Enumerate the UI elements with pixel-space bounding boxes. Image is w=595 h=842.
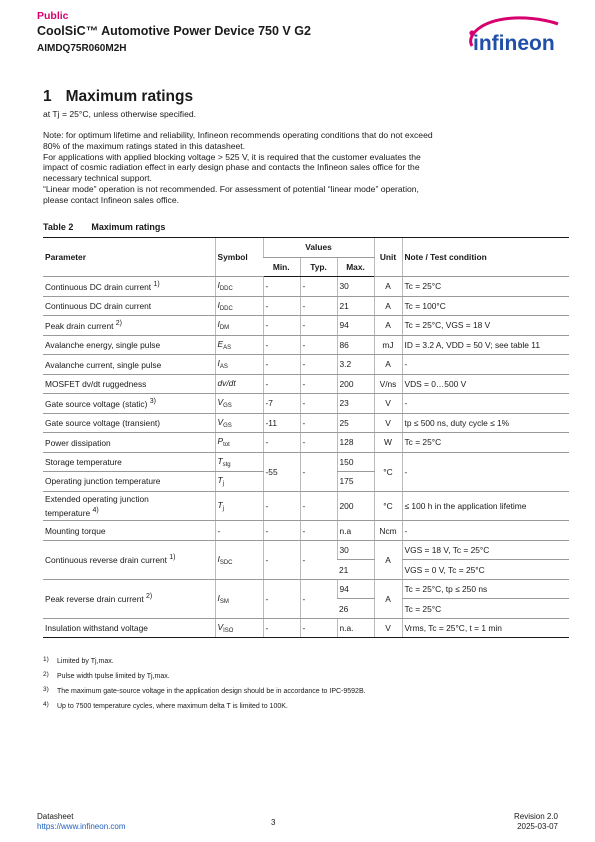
symbol-cell: $I_{DDC}$ [215,296,263,316]
min-cell: - [263,374,300,394]
unit-cell: V [374,413,402,433]
symbol-cell: $T_j$ [215,491,263,521]
max-cell: 21 [337,560,374,580]
note-cell: Tc = 25°C, tp ≤ 250 ns [402,579,569,599]
max-cell: 175 [337,472,374,492]
table-row [43,521,569,541]
table-row [43,452,569,472]
table-title: Maximum ratings [91,222,166,232]
typ-cell: - [300,277,337,297]
param-cell: Continuous reverse drain current $^{1)}$ [43,540,215,579]
max-cell: 128 [337,433,374,453]
unit-cell: mJ [374,335,402,355]
min-cell: - [263,316,300,336]
typ-cell: - [300,335,337,355]
min-cell: -55 [263,452,300,491]
note-line: “Linear mode” operation is not recommended. For assessment of potential “linear mode” operation, [43,183,419,194]
unit-cell: °C [374,491,402,521]
param-cell: Power dissipation [43,433,215,453]
symbol-cell: $V_{ISO}$ [215,618,263,638]
param-cell: Gate source voltage (transient) [43,413,215,433]
unit-cell: W [374,433,402,453]
note-cell: Vrms, Tc = 25°C, t = 1 min [402,618,569,638]
website-link[interactable]: https://www.infineon.com [37,822,126,831]
unit-cell: A [374,355,402,375]
param-cell: Storage temperature [43,452,215,472]
table-row [43,277,569,297]
document-title: CoolSiC™ Automotive Power Device 750 V G2 [37,24,311,38]
table-row [43,540,569,560]
min-cell: - [263,355,300,375]
header-max: Max. [337,257,374,277]
revision: Revision 2.0 [513,812,558,821]
unit-cell: V [374,394,402,414]
symbol-cell: $I_{DDC}$ [215,277,263,297]
note-cell: tp ≤ 500 ns, duty cycle ≤ 1% [402,413,569,433]
typ-cell: - [300,433,337,453]
doc-type: Datasheet [37,812,74,821]
typ-cell: - [300,355,337,375]
max-cell: 86 [337,335,374,355]
unit-cell: A [374,540,402,579]
symbol-cell: $I_{SM}$ [215,579,263,618]
max-cell: 94 [337,579,374,599]
typ-cell: - [300,316,337,336]
table-row [43,491,569,521]
min-cell: - [263,433,300,453]
param-cell: Avalanche current, single pulse [43,355,215,375]
typ-cell: - [300,413,337,433]
max-cell: 3.2 [337,355,374,375]
note-cell: Tc = 25°C [402,277,569,297]
table-row [43,618,569,638]
max-cell: 30 [337,540,374,560]
param-cell: Operating junction temperature [43,472,215,492]
param-cell: Extended operating junction temperature $^{4)}$ [43,491,215,521]
table-row [43,413,569,433]
note-line: 80% of the maximum ratings stated in this datasheet. [43,140,246,151]
note-cell: ID = 3.2 A, VDD = 50 V; see table 11 [402,335,569,355]
max-cell: n.a [337,521,374,541]
note-cell: Tc = 100°C [402,296,569,316]
footnote: 4) Up to 7500 temperature cycles, where maximum delta T is limited to 100K. [43,701,288,710]
part-number: AIMDQ75R060M2H [37,43,127,54]
unit-cell: A [374,579,402,618]
svg-text:infineon: infineon [473,32,555,55]
min-cell: -7 [263,394,300,414]
param-cell: Avalanche energy, single pulse [43,335,215,355]
note-cell: - [402,355,569,375]
header-values: Values [263,238,374,258]
note-line: Note: for optimum lifetime and reliability, Infineon recommends operating conditions that do not exceed [43,130,433,140]
symbol-cell: dv/dt [215,374,263,394]
symbol-cell: - [215,521,263,541]
min-cell: - [263,296,300,316]
typ-cell: - [300,374,337,394]
min-cell: - [263,540,300,579]
notes-block [43,130,548,206]
header-typ: Typ. [300,257,337,277]
max-cell: 200 [337,374,374,394]
unit-cell: V/ns [374,374,402,394]
infineon-logo [462,14,562,60]
typ-cell: - [300,618,337,638]
min-cell: - [263,618,300,638]
param-cell: Insulation withstand voltage [43,618,215,638]
typ-cell: - [300,540,337,579]
header-min: Min. [263,257,300,277]
footnote: 2) Pulse width tpulse limited by Tj,max. [43,671,170,680]
param-cell: Mounting torque [43,521,215,541]
footer-right [480,812,558,832]
typ-cell: - [300,521,337,541]
param-cell: Continuous DC drain current [43,296,215,316]
header-symbol: Symbol [215,238,263,277]
maximum-ratings-table [43,237,569,638]
unit-cell: A [374,277,402,297]
header-note: Note / Test condition [402,238,569,277]
max-cell: 150 [337,452,374,472]
typ-cell: - [300,296,337,316]
condition-text: at Tj = 25°C, unless otherwise specified. [43,109,197,119]
table-row [43,335,569,355]
header-parameter: Parameter [43,238,215,277]
note-cell: - [402,394,569,414]
note-cell: - [402,452,569,491]
symbol-cell: $E_{AS}$ [215,335,263,355]
symbol-cell: $T_{stg}$ [215,452,263,472]
symbol-cell: $I_{SDC}$ [215,540,263,579]
param-cell: Peak drain current $^{2)}$ [43,316,215,336]
symbol-cell: $I_{AS}$ [215,355,263,375]
note-line: please contact Infineon sales office. [43,194,179,205]
note-cell: - [402,521,569,541]
note-cell: Tc = 25°C [402,433,569,453]
note-cell: ≤ 100 h in the application lifetime [402,491,569,521]
table-row [43,355,569,375]
footnote: 1) Limited by Tj,max. [43,656,114,665]
table-row [43,296,569,316]
symbol-cell: $T_j$ [215,472,263,492]
table-row [43,316,569,336]
param-cell: Peak reverse drain current $^{2)}$ [43,579,215,618]
min-cell: - [263,491,300,521]
unit-cell: V [374,618,402,638]
min-cell: - [263,277,300,297]
param-cell: Gate source voltage (static) $^{3)}$ [43,394,215,414]
symbol-cell: $P_{tot}$ [215,433,263,453]
page-number: 3 [271,818,276,827]
section-title: Maximum ratings [65,88,194,105]
note-cell: Tc = 25°C, VGS = 18 V [402,316,569,336]
note-line: necessary technical support. [43,173,152,184]
max-cell: 30 [337,277,374,297]
typ-cell: - [300,452,337,491]
symbol-cell: $I_{DM}$ [215,316,263,336]
header-unit: Unit [374,238,402,277]
max-cell: 23 [337,394,374,414]
note-cell: VGS = 18 V, Tc = 25°C [402,540,569,560]
max-cell: 25 [337,413,374,433]
min-cell: - [263,335,300,355]
note-cell: VGS = 0 V, Tc = 25°C [402,560,569,580]
typ-cell: - [300,491,337,521]
param-cell: MOSFET dv/dt ruggedness [43,374,215,394]
max-cell: 94 [337,316,374,336]
max-cell: 21 [337,296,374,316]
section-number: 1 [43,88,52,105]
footer-left [37,812,125,832]
param-cell: Continuous DC drain current $^{1)}$ [43,277,215,297]
min-cell: -11 [263,413,300,433]
symbol-cell: $V_{GS}$ [215,413,263,433]
table-label: Table 2 [43,222,74,232]
unit-cell: °C [374,452,402,491]
date: 2025-03-07 [517,822,558,831]
max-cell: 200 [337,491,374,521]
section-heading [43,88,193,106]
note-cell: Tc = 25°C [402,599,569,619]
table-row [43,394,569,414]
max-cell: n.a. [337,618,374,638]
classification-label: Public [37,10,69,22]
max-cell: 26 [337,599,374,619]
min-cell: - [263,521,300,541]
typ-cell: - [300,579,337,618]
note-line: impact of cosmic radiation effect in early design phase and contacts the Infineon sales office for the [43,162,420,173]
unit-cell: A [374,296,402,316]
note-line: For applications with applied blocking voltage > 525 V, it is required that the customer evaluates the [43,151,421,162]
table-row [43,374,569,394]
table-row [43,579,569,599]
typ-cell: - [300,394,337,414]
unit-cell: Ncm [374,521,402,541]
unit-cell: A [374,316,402,336]
symbol-cell: $V_{GS}$ [215,394,263,414]
table-caption [43,222,165,232]
min-cell: - [263,579,300,618]
table-row [43,433,569,453]
note-cell: VDS = 0…500 V [402,374,569,394]
footnote: 3) The maximum gate-source voltage in the application design should be in accordance to IPC-9592B. [43,686,366,695]
